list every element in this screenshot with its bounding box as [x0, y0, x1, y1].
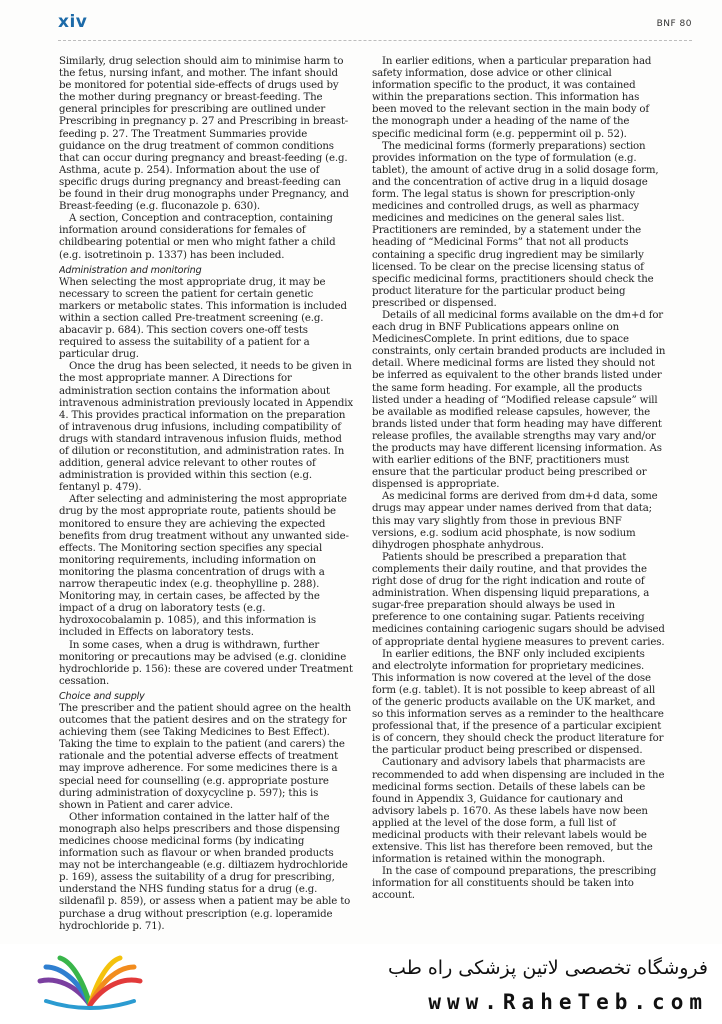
book-code: BNF 80: [656, 19, 692, 29]
body-paragraph: In some cases, when a drug is withdrawn, further monitoring or precautions may be advised (e.g. clonidine hydrochloride p. 156): these are covered under Treatment cessation.: [59, 639, 353, 687]
rainbow-book-logo: [36, 955, 144, 1015]
body-paragraph: When selecting the most appropriate drug, it may be necessary to screen the patient for certain genetic markers or metabolic states. This information is included within a section called Pre-treatment screening (e.g. abacavir p. 684). This section covers one-off tests required to assess the suitability of a patient for a particular drug.: [59, 276, 347, 361]
body-paragraph: The prescriber and the patient should agree on the health outcomes that the patient desires and on the strategy for achieving them (see Taking Medicines to Best Effect). Taking the time to explain to the patient (and carers) the rationale and the potential adverse effects of treatment may improve adherence. For some medicines there is a special need for counselling (e.g. appropriate posture during administration of doxycycline p. 597); this is shown in Patient and carer advice.: [59, 702, 352, 811]
body-paragraph: In earlier editions, when a particular preparation had safety information, dose advice or other clinical information specific to the product, it was contained within the preparations section. This information has been moved to the relevant section in the main body of the monograph under a heading of the name of the specific medicinal form (e.g. peppermint oil p. 52).: [372, 56, 652, 140]
body-paragraph: A section, Conception and contraception, containing information around considerations for females of childbearing potential or men who might father a child (e.g. isotretinoin p. 1337) has been included.: [59, 213, 336, 261]
store-name: فروشگاه تخصصی لاتین پزشکی راه طب: [388, 957, 708, 979]
left-column: [59, 56, 353, 942]
body-paragraph: After selecting and administering the most appropriate drug by the most appropriate route, patients should be monitored to ensure they are achieving the expected benefits from drug treatment without any unwanted side-effects. The Monitoring section specifies any special monitoring requirements, including information on monitoring the plasma concentration of drugs with a narrow therapeutic index (e.g. theophylline p. 288). Monitoring may, in certain cases, be affected by the impact of a drug on laboratory tests (e.g. hydroxocobalamin p. 1085), and this information is included in Effects on laboratory tests.: [59, 494, 349, 639]
section-subheading: Administration and monitoring: [59, 264, 202, 276]
section-subheading: Choice and supply: [59, 690, 145, 702]
body-paragraph: Patients should be prescribed a preparation that complements their daily routine, and that provides the right dose of drug for the right indication and route of administration. When dispensing liquid preparations, a sugar-free preparation should always be used in preference to one containing sugar. Patients receiving medicines containing cariogenic sugars should be advised of appropriate dental hygiene measures to prevent caries.: [372, 551, 665, 648]
right-column: [372, 56, 666, 942]
body-paragraph: As medicinal forms are derived from dm+d data, some drugs may appear under names derived from that data; this may vary slightly from those in previous BNF versions, e.g. sodium acid phosphate, is now sodium dihydrogen phosphate anhydrous.: [372, 491, 658, 551]
body-paragraph: Cautionary and advisory labels that pharmacists are recommended to add when dispensing are included in the medicinal forms section. Details of these labels can be found in Appendix 3, Guidance for cautionary and advisory labels p. 1670. As these labels have now been applied at the level of the dose form, a full list of medicinal products with their relevant labels would be extensive. This list has therefore been removed, but the information is retained within the monograph.: [372, 757, 665, 866]
body-paragraph: Other information contained in the latter half of the monograph also helps prescribers and those dispensing medicines choose medicinal forms (by indicating information such as flavour or when branded products may not be interchangeable (e.g. diltiazem hydrochloride p. 169), assess the suitability of a drug for prescribing, understand the NHS funding status for a drug (e.g. sildenafil p. 859), or assess when a patient may be able to purchase a drug without prescription (e.g. loperamide hydrochloride p. 71).: [59, 811, 351, 932]
body-paragraph: In the case of compound preparations, the prescribing information for all constituents should be taken into account.: [372, 866, 657, 902]
body-paragraph: The medicinal forms (formerly preparations) section provides information on the type of formulation (e.g. tablet), the amount of active drug in a solid dosage form, and the concentration of active drug in a liquid dosage form. The legal status is shown for prescription-only medicines and controlled drugs, as well as pharmacy medicines and medicines on the general sales list. Practitioners are reminded, by a statement under the heading of “Medicinal Forms” that not all products containing a specific drug ingredient may be similarly licensed. To be clear on the precise licensing status of specific medicinal forms, practitioners should check the product literature for the particular product being prescribed or dispensed.: [372, 140, 659, 309]
body-paragraph: Details of all medicinal forms available on the dm+d for each drug in BNF Publications appears online on MedicinesComplete. In print editions, due to space constraints, only certain branded products are included in detail. Where medicinal forms are listed they should not be inferred as equivalent to the other brands listed under the same form heading. For example, all the products listed under a heading of “Modified release capsule” will be available as modified release capsules, however, the brands listed under that form heading may have different release profiles, the available strengths may vary and/or the products may have different licensing information. As with earlier editions of the BNF, practitioners must ensure that the particular product being prescribed or dispensed is appropriate.: [372, 309, 666, 491]
body-paragraph: Once the drug has been selected, it needs to be given in the most appropriate manner. A Directions for administration section contains the information about intravenous administration previously located in Appendix 4. This provides practical information on the preparation of intravenous drug infusions, including compatibility of drugs with standard intravenous infusion fluids, method of dilution or reconstitution, and administration rates. In addition, general advice relevant to other routes of administration is provided within this section (e.g. fentanyl p. 479).: [59, 361, 353, 494]
page-number: xiv: [58, 12, 88, 32]
body-paragraph: In earlier editions, the BNF only included excipients and electrolyte information for proprietary medicines. This information is now covered at the level of the dose form (e.g. tablet). It is not possible to keep abreast of all of the generic products available on the UK market, and so this information serves as a reminder to the healthcare professional that, if the presence of a particular excipient is of concern, they should check the product literature for the particular product being prescribed or dispensed.: [372, 648, 664, 757]
body-paragraph: Similarly, drug selection should aim to minimise harm to the fetus, nursing infant, and mother. The infant should be monitored for potential side-effects of drugs used by the mother during pregnancy or breast-feeding. The general principles for prescribing are outlined under Prescribing in pregnancy p. 27 and Prescribing in breast-feeding p. 27. The Treatment Summaries provide guidance on the drug treatment of common conditions that can occur during pregnancy and breast-feeding (e.g. Asthma, acute p. 254). Information about the use of specific drugs during pregnancy and breast-feeding can be found in their drug monographs under Pregnancy, and Breast-feeding (e.g. fluconazole p. 630).: [59, 56, 349, 213]
store-url[interactable]: www.RaheTeb.com: [428, 990, 708, 1014]
page-header: [58, 8, 692, 41]
